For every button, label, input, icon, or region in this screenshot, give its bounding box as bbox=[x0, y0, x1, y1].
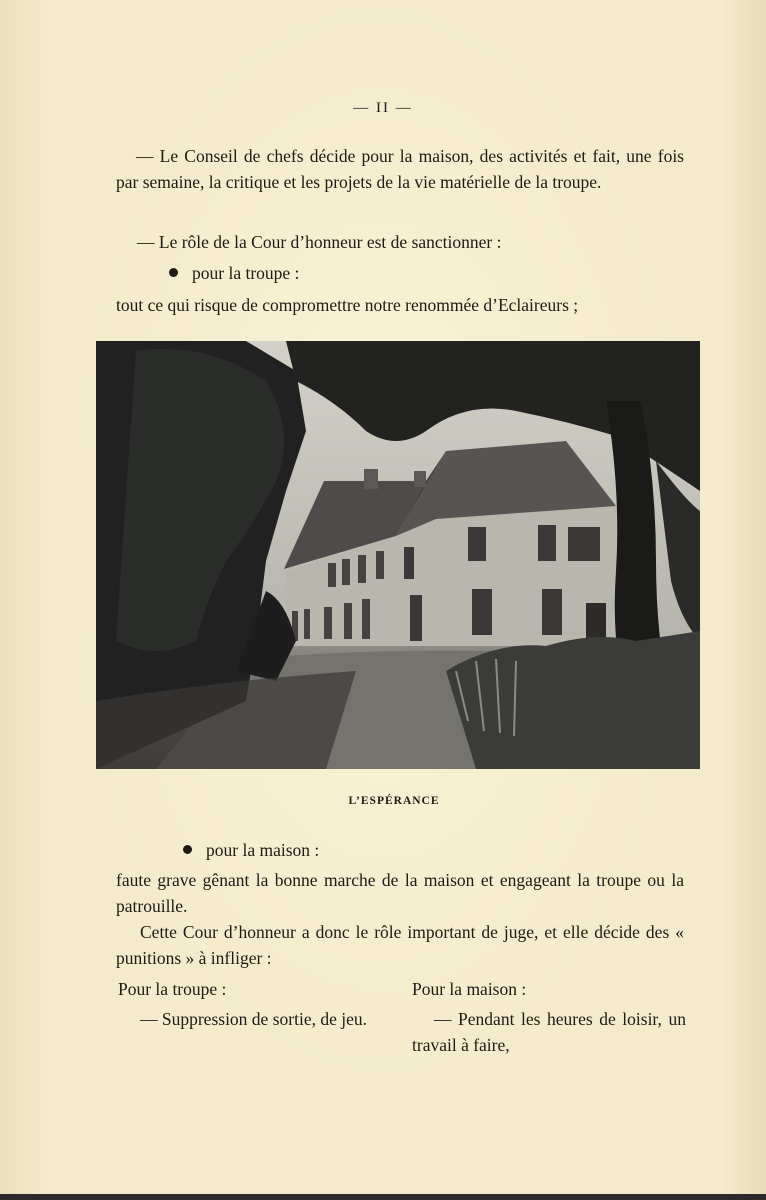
left-column-text: — Suppression de sortie, de jeu. bbox=[140, 1009, 367, 1029]
bullet-item-maison bbox=[183, 837, 319, 863]
photo-caption: L’ESPÉRANCE bbox=[348, 795, 440, 807]
bullet-label-maison: pour la maison : bbox=[206, 840, 320, 860]
right-column-text: — Pendant les heures de loisir, un travail à faire, bbox=[412, 1009, 686, 1055]
left-column-heading: Pour la troupe : bbox=[118, 979, 227, 999]
paragraph-troupe-text: tout ce qui risque de compromettre notre renommée d’Eclaireurs ; bbox=[116, 295, 579, 315]
right-column-heading: Pour la maison : bbox=[412, 979, 527, 999]
bullet-item-troupe bbox=[169, 260, 299, 286]
page-bottom-edge bbox=[0, 1194, 766, 1200]
paragraph-juge: Cette Cour d’honneur a donc le rôle important de juge, et elle décide des « punitions » à infliger : bbox=[116, 922, 684, 968]
page-number: — II — bbox=[353, 100, 413, 116]
bullet-label-troupe: pour la troupe : bbox=[192, 263, 300, 283]
bullet-icon bbox=[169, 268, 178, 277]
paragraph-cour-role: — Le rôle de la Cour d’honneur est de sanctionner : bbox=[137, 232, 502, 252]
bullet-icon bbox=[183, 845, 192, 854]
paragraph-conseil: — Le Conseil de chefs décide pour la maison, des activités et fait, une fois par semaine, la critique et les projets de la vie matérielle de la troupe. bbox=[116, 146, 684, 192]
house-photo bbox=[96, 341, 700, 769]
paragraph-maison-text: faute grave gênant la bonne marche de la maison et engageant la troupe ou la patrouille. bbox=[116, 870, 684, 916]
